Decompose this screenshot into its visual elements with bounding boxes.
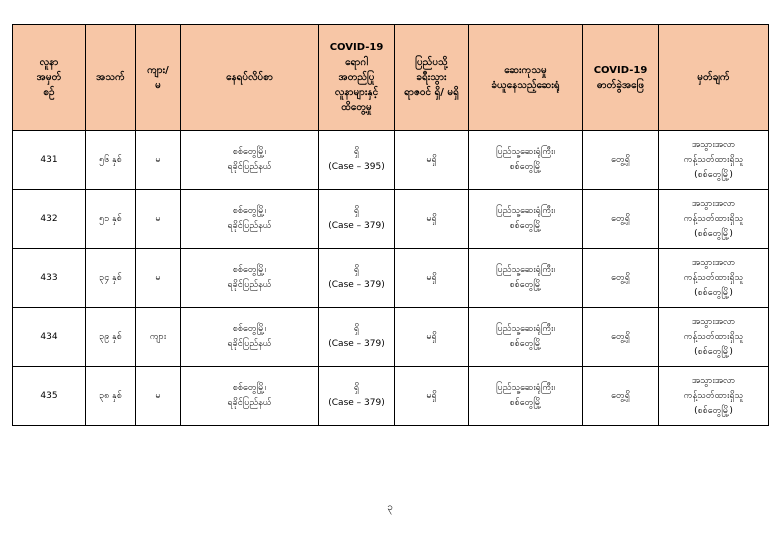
header-line: နေရပ်လိပ်စာ — [226, 72, 273, 83]
cell-contact — [319, 131, 395, 190]
cell-patient-no-text: 431 — [40, 154, 58, 165]
header-line: လူနာများနှင့် — [334, 87, 379, 98]
cell-test-result-text: တွေ့ရှိ — [611, 213, 630, 224]
cell-hospital-text: စစ်တွေမြို့ — [509, 339, 542, 349]
cell-test-result-text: တွေ့ရှိ — [611, 154, 630, 165]
cell-test-result — [583, 249, 659, 308]
cell-patient-no-text: 432 — [40, 213, 58, 224]
cell-remarks-text: အသွားအလာ — [691, 139, 736, 150]
cell-sex — [136, 131, 181, 190]
cell-hospital-text: ပြည်သူ့ဆေးရုံကြီး၊ — [496, 265, 555, 275]
cell-sex — [136, 190, 181, 249]
cell-age — [86, 249, 136, 308]
cell-patient-no — [13, 190, 86, 249]
cell-remarks-text: အသွားအလာ — [691, 198, 736, 209]
cell-address — [181, 190, 319, 249]
cell-hospital-text: ပြည်သူ့ဆေးရုံကြီး၊ — [496, 324, 555, 334]
header-line: လူနာ — [39, 57, 59, 68]
cell-hospital-text: စစ်တွေမြို့ — [509, 398, 542, 408]
cell-remarks-text: ကန့်သတ်ထားရှိသူ — [683, 331, 744, 342]
header-line: COVID-19 — [593, 64, 648, 76]
table-row — [13, 131, 769, 190]
cell-remarks-text: ကန့်သတ်ထားရှိသူ — [683, 390, 744, 401]
cell-contact-text: ရှိ — [353, 147, 360, 157]
cell-address-text: စစ်တွေမြို့၊ — [232, 147, 267, 157]
cell-hospital — [469, 190, 583, 249]
cell-sex-text: မ — [155, 154, 161, 165]
cell-address-text: ရခိုင်ပြည်နယ် — [227, 339, 272, 349]
cell-age — [86, 308, 136, 367]
header-address — [181, 25, 319, 131]
cell-test-result-text: တွေ့ရှိ — [611, 272, 630, 283]
table-body — [13, 131, 769, 426]
cell-contact — [319, 190, 395, 249]
header-line: အမှတ် — [36, 72, 62, 83]
header-line: ခရီးသွား — [416, 72, 447, 83]
cell-remarks-text: (စစ်တွေမြို့) — [694, 346, 733, 357]
header-line: ကျား/ — [147, 64, 169, 76]
cell-sex-text: မ — [155, 213, 161, 224]
header-line: ရောဂါ — [345, 57, 368, 68]
cell-address-text: ရခိုင်ပြည်နယ် — [227, 398, 272, 408]
cell-contact-text: ရှိ — [353, 206, 360, 216]
header-travel-history — [395, 25, 469, 131]
cell-contact-text: (Case – 379) — [328, 339, 385, 349]
cell-hospital-text: ပြည်သူ့ဆေးရုံကြီး၊ — [496, 147, 555, 157]
cell-age-text: ၅၁ နှစ် — [99, 213, 122, 224]
cell-test-result — [583, 190, 659, 249]
table-row — [13, 190, 769, 249]
page-number: ၃ — [387, 502, 393, 513]
cell-hospital-text: စစ်တွေမြို့ — [509, 221, 542, 231]
cell-sex-text: မ — [155, 272, 161, 283]
cell-patient-no-text: 434 — [40, 331, 58, 342]
header-line: COVID-19 — [329, 42, 384, 53]
cell-patient-no — [13, 367, 86, 426]
cell-hospital — [469, 131, 583, 190]
header-line: စဉ် — [43, 87, 55, 98]
cell-address-text: ရခိုင်ပြည်နယ် — [227, 280, 272, 290]
header-line: မ — [155, 79, 161, 91]
cell-contact-text: ရှိ — [353, 324, 360, 334]
cell-hospital — [469, 367, 583, 426]
header-line: ပြည်ပသို့ — [415, 57, 448, 68]
cell-sex — [136, 249, 181, 308]
cell-remarks-text: ကန့်သတ်ထားရှိသူ — [683, 154, 744, 165]
cell-remarks-text: အသွားအလာ — [691, 375, 736, 386]
cell-sex — [136, 308, 181, 367]
cell-sex-text: မ — [155, 390, 161, 401]
cell-travel-history-text: မရှိ — [426, 213, 437, 224]
cell-contact-text: (Case – 395) — [328, 162, 385, 172]
cell-address — [181, 367, 319, 426]
cell-test-result-text: တွေ့ရှိ — [611, 331, 630, 342]
cell-sex-text: ကျား — [149, 331, 167, 342]
cell-travel-history-text: မရှိ — [426, 331, 437, 342]
header-sex — [136, 25, 181, 131]
cell-address-text: စစ်တွေမြို့၊ — [232, 324, 267, 334]
cell-travel-history — [395, 308, 469, 367]
cell-remarks-text: အသွားအလာ — [691, 257, 736, 268]
cell-contact-text: (Case – 379) — [328, 280, 385, 290]
cell-remarks-text: (စစ်တွေမြို့) — [694, 228, 733, 239]
cell-travel-history — [395, 131, 469, 190]
cell-test-result — [583, 367, 659, 426]
cell-remarks — [659, 249, 769, 308]
cell-travel-history — [395, 249, 469, 308]
cell-patient-no — [13, 308, 86, 367]
cell-contact-text: (Case – 379) — [328, 221, 385, 231]
cell-hospital — [469, 308, 583, 367]
cell-remarks-text: အသွားအလာ — [691, 316, 736, 327]
cell-address — [181, 308, 319, 367]
cell-travel-history — [395, 190, 469, 249]
header-test-result — [583, 25, 659, 131]
table-row — [13, 367, 769, 426]
cell-address-text: ရခိုင်ပြည်နယ် — [227, 221, 272, 231]
cell-age — [86, 367, 136, 426]
cell-remarks-text: (စစ်တွေမြို့) — [694, 169, 733, 180]
cell-remarks — [659, 367, 769, 426]
cell-contact-text: (Case – 379) — [328, 398, 385, 408]
cell-contact — [319, 308, 395, 367]
cell-age-text: ၃၉ နှစ် — [99, 331, 122, 342]
cell-remarks-text: (စစ်တွေမြို့) — [694, 287, 733, 298]
cell-address-text: စစ်တွေမြို့၊ — [232, 206, 267, 216]
header-row — [13, 25, 769, 131]
cell-remarks-text: (စစ်တွေမြို့) — [694, 405, 733, 416]
cell-patient-no-text: 433 — [40, 272, 58, 283]
cell-contact-text: ရှိ — [353, 265, 360, 275]
cell-test-result-text: တွေ့ရှိ — [611, 390, 630, 401]
cell-age — [86, 190, 136, 249]
cell-remarks — [659, 308, 769, 367]
cell-hospital-text: စစ်တွေမြို့ — [509, 162, 542, 172]
cell-age-text: ၃၄ နှစ် — [99, 272, 122, 283]
cell-travel-history-text: မရှိ — [426, 154, 437, 165]
cell-address — [181, 249, 319, 308]
header-line: ဆေးကုသမှု — [504, 64, 547, 76]
header-line: ဓာတ်ခွဲအဖြေ — [596, 79, 645, 91]
cell-travel-history — [395, 367, 469, 426]
header-line: မှတ်ချက် — [697, 72, 730, 83]
cell-remarks-text: ကန့်သတ်ထားရှိသူ — [683, 272, 744, 283]
cell-address-text: စစ်တွေမြို့၊ — [232, 265, 267, 275]
table-row — [13, 308, 769, 367]
cell-travel-history-text: မရှိ — [426, 272, 437, 283]
header-remarks — [659, 25, 769, 131]
cell-contact — [319, 249, 395, 308]
cell-patient-no — [13, 249, 86, 308]
cell-address-text: ရခိုင်ပြည်နယ် — [227, 162, 272, 172]
header-line: အတည်ပြု — [338, 72, 375, 83]
cell-sex — [136, 367, 181, 426]
cell-contact-text: ရှိ — [353, 383, 360, 393]
cell-address — [181, 131, 319, 190]
cell-hospital-text: ပြည်သူ့ဆေးရုံကြီး၊ — [496, 206, 555, 216]
cell-remarks — [659, 131, 769, 190]
cell-remarks — [659, 190, 769, 249]
cell-test-result — [583, 308, 659, 367]
header-age — [86, 25, 136, 131]
cell-contact — [319, 367, 395, 426]
header-patient-no — [13, 25, 86, 131]
cell-patient-no — [13, 131, 86, 190]
cell-hospital-text: စစ်တွေမြို့ — [509, 280, 542, 290]
cell-patient-no-text: 435 — [40, 390, 58, 401]
cell-age-text: ၅၆ နှစ် — [99, 154, 122, 165]
cell-address-text: စစ်တွေမြို့၊ — [232, 383, 267, 393]
table-row — [13, 249, 769, 308]
header-line: အသက် — [96, 72, 125, 83]
cell-hospital-text: ပြည်သူ့ဆေးရုံကြီး၊ — [496, 383, 555, 393]
header-contact — [319, 25, 395, 131]
header-line: ခံယူနေသည့်ဆေးရုံ — [491, 79, 560, 91]
header-hospital — [469, 25, 583, 131]
cell-age-text: ၃၈ နှစ် — [99, 390, 122, 401]
cell-remarks-text: ကန့်သတ်ထားရှိသူ — [683, 213, 744, 224]
cases-table — [12, 24, 769, 426]
cell-age — [86, 131, 136, 190]
header-line: ရာဇဝင် ရှိ/ မရှိ — [404, 87, 459, 98]
cell-hospital — [469, 249, 583, 308]
header-line: ထိတွေ့မှု — [341, 102, 372, 113]
cell-travel-history-text: မရှိ — [426, 390, 437, 401]
cell-test-result — [583, 131, 659, 190]
